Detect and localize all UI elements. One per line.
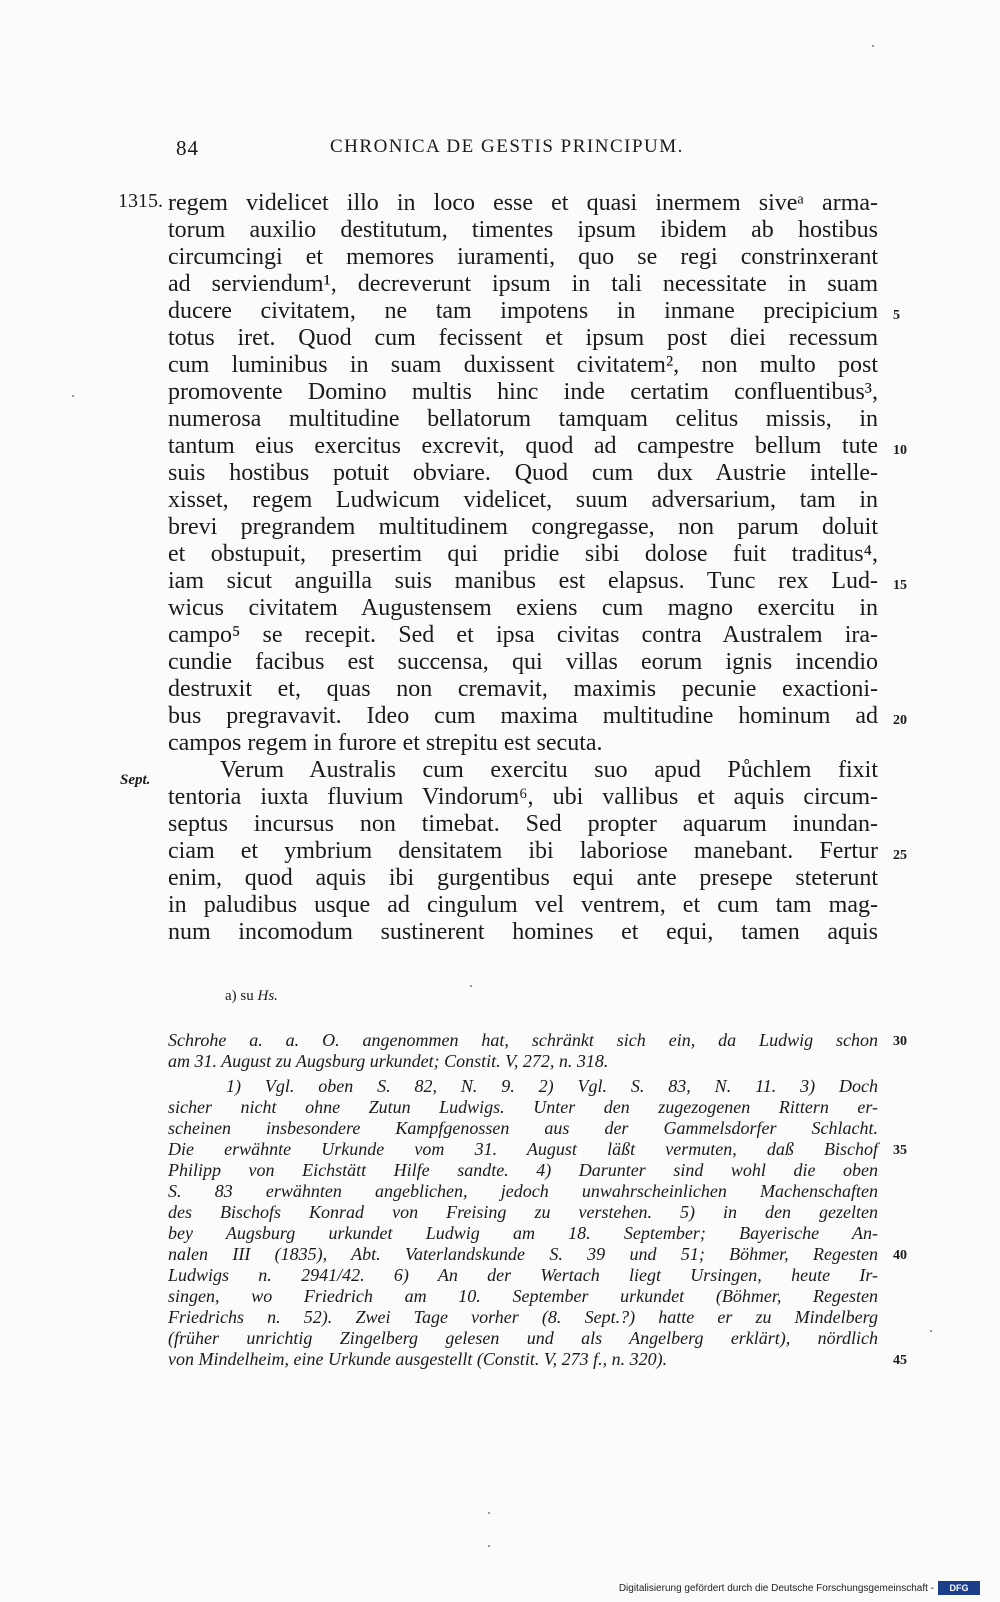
footnote-line: sicher nicht ohne Zutun Ludwigs. Unter den zugezogenen Rittern er- xyxy=(168,1097,878,1117)
text-line: Verum Australis cum exercitu suo apud Půchlem fixit xyxy=(220,757,878,783)
scan-speck xyxy=(488,1512,490,1514)
line-number: 25 xyxy=(893,848,907,863)
line-number: 5 xyxy=(893,308,900,323)
text-line: campo⁵ se recepit. Sed et ipsa civitas contra Australem ira- xyxy=(168,622,878,648)
line-number: 20 xyxy=(893,713,907,728)
footnote-line: (früher unrichtig Zingelberg gelesen und als Angelberg erklärt), nördlich xyxy=(168,1328,878,1348)
scan-speck xyxy=(930,1330,932,1332)
footnote-line: Friedrichs n. 52). Zwei Tage vorher (8. Sept.?) hatte er zu Mindelberg xyxy=(168,1307,878,1327)
line-number: 45 xyxy=(893,1353,907,1368)
line-number: 30 xyxy=(893,1034,907,1049)
text-line: ducere civitatem, ne tam impotens in inmane precipicium xyxy=(168,298,878,324)
footnote-line: 1) Vgl. oben S. 82, N. 9. 2) Vgl. S. 83, N. 11. 3) Doch xyxy=(226,1076,878,1096)
text-line: in paludibus usque ad cingulum vel ventrem, et cum tam mag- xyxy=(168,892,878,918)
running-title: CHRONICA DE GESTIS PRINCIPUM. xyxy=(330,136,684,157)
text-line: destruxit et, quas non cremavit, maximis pecunie exactioni- xyxy=(168,676,878,702)
scan-speck xyxy=(72,395,74,397)
digitization-credit: Digitalisierung gefördert durch die Deutsche Forschungsgemeinschaft - xyxy=(618,1583,934,1594)
text-line: suis hostibus potuit obviare. Quod cum dux Austrie intelle- xyxy=(168,460,878,486)
line-number: 10 xyxy=(893,443,907,458)
text-line: totus iret. Quod cum fecissent et ipsum post diei recessum xyxy=(168,325,878,351)
text-line: iam sicut anguilla suis manibus est elapsus. Tunc rex Lud- xyxy=(168,568,878,594)
text-line: numerosa multitudine bellatorum tamquam celitus missis, in xyxy=(168,406,878,432)
footnote-line: Ludwigs n. 2941/42. 6) An der Wertach liegt Ursingen, heute Ir- xyxy=(168,1265,878,1285)
line-number: 15 xyxy=(893,578,907,593)
text-line: cum luminibus in suam duxissent civitatem², non multo post xyxy=(168,352,878,378)
footnote-line: von Mindelheim, eine Urkunde ausgestellt (Constit. V, 273 f., n. 320). xyxy=(168,1349,668,1369)
footnote-line: des Bischofs Konrad von Freising zu verstehen. 5) in den gezelten xyxy=(168,1202,878,1222)
text-line: campos regem in furore et strepitu est secuta. xyxy=(168,730,603,756)
margin-year: 1315. xyxy=(118,190,163,212)
text-line: promovente Domino multis hinc inde certatim confluentibus³, xyxy=(168,379,878,405)
text-line: wicus civitatem Augustensem exiens cum magno exercitu in xyxy=(168,595,878,621)
textual-note xyxy=(225,988,278,1005)
scan-speck xyxy=(488,1545,490,1547)
text-line: septus incursus non timebat. Sed propter aquarum inundan- xyxy=(168,811,878,837)
text-line: torum auxilio destitutum, timentes ipsum ibidem ab hostibus xyxy=(168,217,878,243)
text-line: enim, quod aquis ibi gurgentibus equi ante presepe steterunt xyxy=(168,865,878,891)
scan-speck xyxy=(872,45,874,47)
text-line: brevi pregrandem multitudinem congregasse, non parum doluit xyxy=(168,514,878,540)
margin-date-sept: Sept. xyxy=(120,772,151,788)
text-line: regem videlicet illo in loco esse et quasi inermem siveᵃ arma- xyxy=(168,190,878,216)
textual-note-source: Hs. xyxy=(257,988,278,1004)
text-line: tantum eius exercitus excrevit, quod ad campestre bellum tute xyxy=(168,433,878,459)
page-number: 84 xyxy=(176,136,199,160)
footnote-line: Philipp von Eichstätt Hilfe sandte. 4) Darunter sind wohl die oben xyxy=(168,1160,878,1180)
textual-note-label: a) su xyxy=(225,988,254,1004)
line-number: 35 xyxy=(893,1143,907,1158)
footnote-line: am 31. August zu Augsburg urkundet; Constit. V, 272, n. 318. xyxy=(168,1051,609,1071)
footnote-line: nalen III (1835), Abt. Vaterlandskunde S. 39 und 51; Böhmer, Regesten xyxy=(168,1244,878,1264)
text-line: et obstupuit, presertim qui pridie sibi dolose fuit traditus⁴, xyxy=(168,541,878,567)
footnote-line: Die erwähnte Urkunde vom 31. August läßt vermuten, daß Bischof xyxy=(168,1139,878,1159)
footnote-line: scheinen insbesondere Kampfgenossen aus der Gammelsdorfer Schlacht. xyxy=(168,1118,878,1138)
dfg-logo: DFG xyxy=(938,1581,980,1595)
scan-speck xyxy=(470,985,472,987)
text-line: circumcingi et memores iuramenti, quo se regi constrinxerant xyxy=(168,244,878,270)
text-line: tentoria iuxta fluvium Vindorum⁶, ubi vallibus et aquis circum- xyxy=(168,784,878,810)
footnote-line: singen, wo Friedrich am 10. September urkundet (Böhmer, Regesten xyxy=(168,1286,878,1306)
line-number: 40 xyxy=(893,1248,907,1263)
text-line: ad serviendum¹, decreverunt ipsum in tali necessitate in suam xyxy=(168,271,878,297)
text-line: bus pregravavit. Ideo cum maxima multitudine hominum ad xyxy=(168,703,878,729)
footnote-line: bey Augsburg urkundet Ludwig am 18. September; Bayerische An- xyxy=(168,1223,878,1243)
text-line: num incomodum sustinerent homines et equi, tamen aquis xyxy=(168,919,878,945)
text-line: cundie facibus est succensa, qui villas eorum ignis incendio xyxy=(168,649,878,675)
footnote-line: Schrohe a. a. O. angenommen hat, schränkt sich ein, da Ludwig schon xyxy=(168,1030,878,1050)
text-line: ciam et ymbrium densitatem ibi laboriose manebant. Fertur xyxy=(168,838,878,864)
footnote-line: S. 83 erwähnten angeblichen, jedoch unwahrscheinlichen Machenschaften xyxy=(168,1181,878,1201)
text-line: xisset, regem Ludwicum videlicet, suum adversarium, tam in xyxy=(168,487,878,513)
